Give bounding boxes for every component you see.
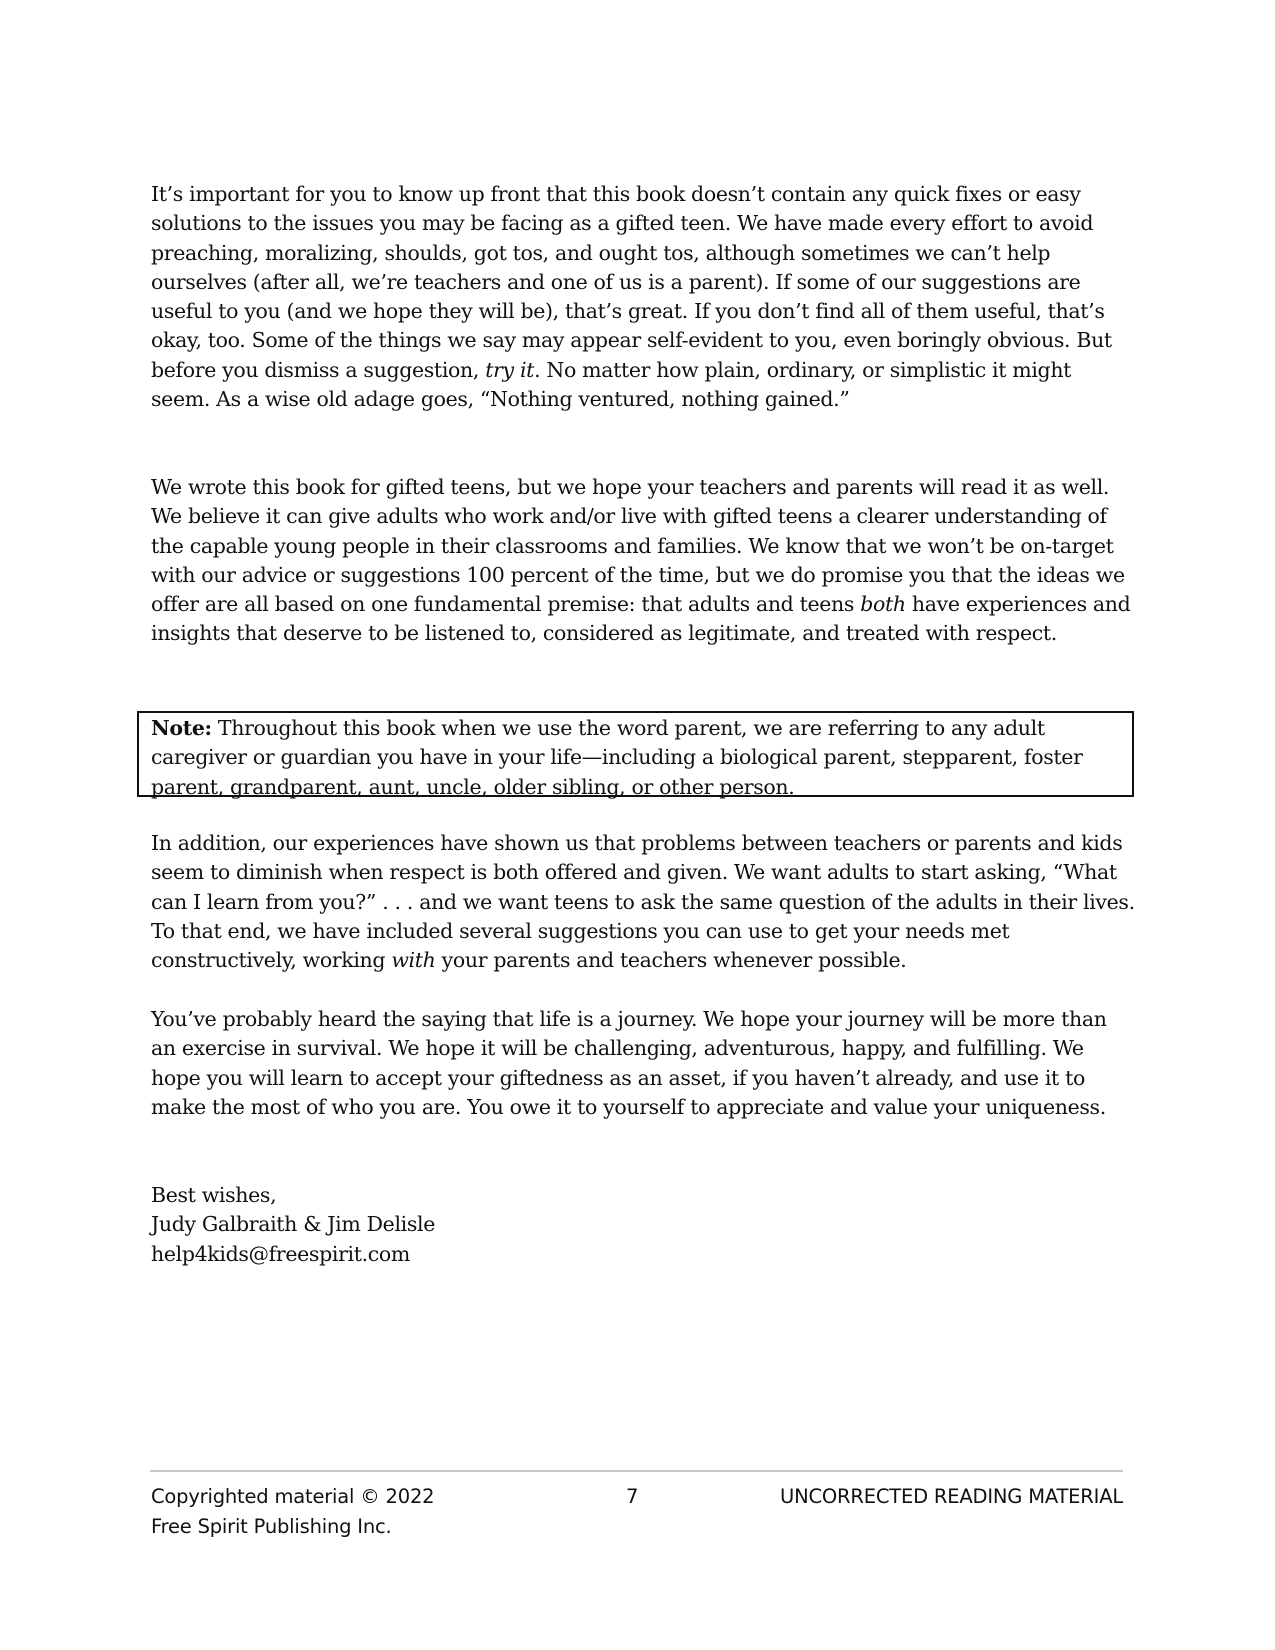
author-names: Judy Galbraith & Jim Delisle xyxy=(151,1212,436,1237)
footer-copyright xyxy=(151,1482,434,1542)
closing-block xyxy=(151,1181,1136,1269)
note-body: Throughout this book when we use the word parent, we are referring to any adult caregiver or guardian you have in your life—including a biological parent, stepparent, foster parent, grandparent, aunt, uncle, older sibling, or other person. xyxy=(151,716,1083,799)
footer-copyright-line-2: Free Spirit Publishing Inc. xyxy=(151,1515,392,1538)
contact-email: help4kids@freespirit.com xyxy=(151,1241,411,1266)
footer-divider xyxy=(150,1470,1123,1472)
note-label: Note: xyxy=(151,716,212,740)
paragraph-text: have experiences and insights that deserve to be listened to, considered as legitimate, and treated with respect. xyxy=(151,592,1131,646)
emphasized-text: both xyxy=(860,592,906,617)
body-paragraph-3 xyxy=(151,829,1136,975)
emphasized-text: try it xyxy=(485,357,535,382)
paragraph-text: It’s important for you to know up front that this book doesn’t contain any quick fixes or easy solutions to the issues you may be facing as a gifted teen. We have made every effort to avoid preaching, moralizing, shoulds, got tos, and ought tos, although sometimes we can’t help ourselves (after all, we’re teachers and one of us is a parent). If some of our suggestions are useful to you (and we hope they will be), that’s great. If you don’t find all of them useful, that’s okay, too. Some of the things we say may appear self-evident to you, even boringly obvious. But before you dismiss a suggestion, xyxy=(151,182,1112,382)
note-box xyxy=(137,711,1134,797)
paragraph-text: We wrote this book for gifted teens, but we hope your teachers and parents will read it as well. We believe it can give adults who work and/or live with gifted teens a clearer understanding of the capable young people in their classrooms and families. We know that we won’t be on-target with our advice or suggestions 100 percent of the time, but we do promise you that the ideas we offer are all based on one fundamental premise: that adults and teens xyxy=(151,475,1125,617)
body-paragraph-4 xyxy=(151,1005,1136,1122)
paragraph-text: In addition, our experiences have shown us that problems between teachers or parents and kids seem to diminish when respect is both offered and given. We want adults to start asking, “What can I learn from you?” . . . and we want teens to ask the same question of the adults in their lives. To that end, we have included several suggestions you can use to get your needs met constructively, working xyxy=(151,831,1135,973)
body-paragraph-2 xyxy=(151,473,1136,649)
body-paragraph-1 xyxy=(151,180,1136,414)
emphasized-text: with xyxy=(391,948,436,973)
salutation: Best wishes, xyxy=(151,1183,277,1207)
note-text xyxy=(151,714,1126,802)
footer-copyright-line-1: Copyrighted material © 2022 xyxy=(151,1485,435,1508)
paragraph-text: . No matter how plain, ordinary, or simplistic it might seem. As a wise old adage goes, “Nothing ventured, nothing gained.” xyxy=(151,357,1072,412)
paragraph-text: You’ve probably heard the saying that life is a journey. We hope your journey will be more than an exercise in survival. We hope it will be challenging, adventurous, happy, and fulfilling. We hope you will learn to accept your giftedness as an asset, if you haven’t already, and use it to make the most of who you are. You owe it to yourself to appreciate and value your uniqueness. xyxy=(151,1007,1107,1119)
paragraph-text: your parents and teachers whenever possible. xyxy=(435,948,907,973)
page-number: 7 xyxy=(626,1485,639,1508)
footer-notice: UNCORRECTED READING MATERIAL xyxy=(780,1485,1123,1508)
